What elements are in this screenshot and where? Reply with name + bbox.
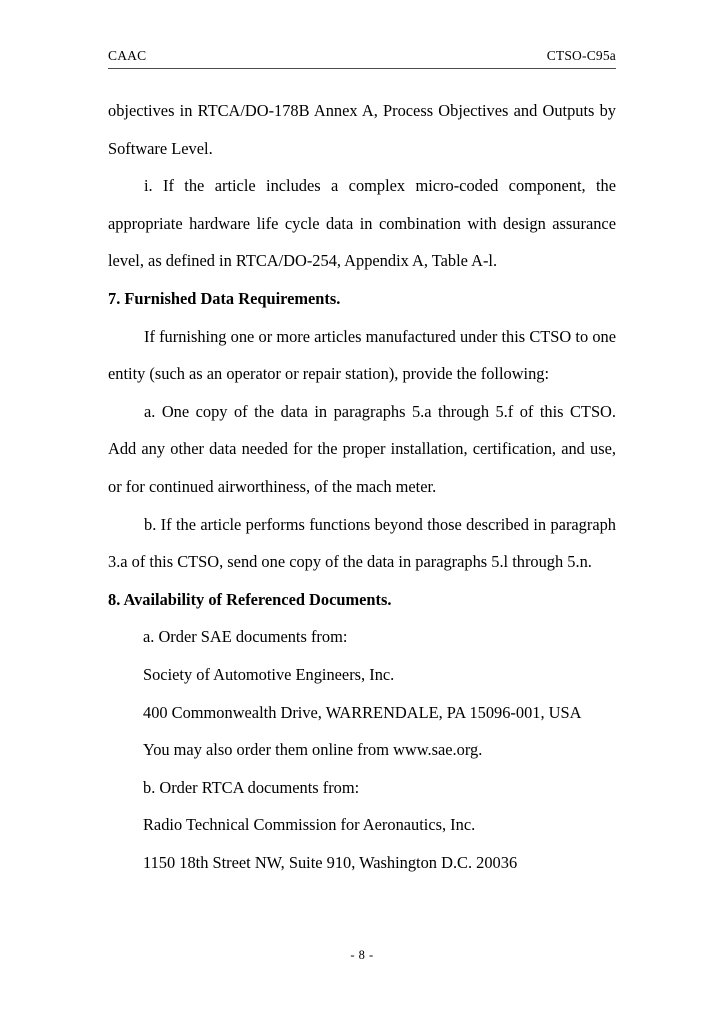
paragraph-continued: objectives in RTCA/DO-178B Annex A, Process Objectives and Outputs by Software Level. xyxy=(108,101,616,158)
header-authority-label: CAAC xyxy=(108,48,147,63)
document-body xyxy=(108,92,616,881)
list-item: b. Order RTCA documents from: xyxy=(143,777,360,797)
section-7-item-a: a. One copy of the data in paragraphs 5.a through 5.f of this CTSO. Add any other data needed for the proper installation, certification, and use, or for continued airworthiness, of the mach meter. xyxy=(108,401,616,496)
list-item: You may also order them online from www.sae.org. xyxy=(143,740,483,760)
list-item: 400 Commonwealth Drive, WARRENDALE, PA 15096-001, USA xyxy=(143,702,582,722)
running-header xyxy=(108,48,616,69)
section-7-heading: 7. Furnished Data Requirements. xyxy=(108,288,341,308)
section-7-item-b: b. If the article performs functions beyond those described in paragraph 3.a of this CTSO, send one copy of the data in paragraphs 5.l through 5.n. xyxy=(108,514,616,572)
section-8-list xyxy=(108,618,616,881)
list-item: Radio Technical Commission for Aeronautics, Inc. xyxy=(143,815,476,835)
header-document-number: CTSO-C95a xyxy=(546,48,616,63)
list-item: a. Order SAE documents from: xyxy=(143,627,348,647)
section-8-heading: 8. Availability of Referenced Documents. xyxy=(108,589,392,609)
page-number: - 8 - xyxy=(350,948,374,962)
list-item: 1150 18th Street NW, Suite 910, Washington D.C. 20036 xyxy=(143,852,518,872)
list-item: Society of Automotive Engineers, Inc. xyxy=(143,664,395,684)
paragraph-item-i: i. If the article includes a complex micro-coded component, the appropriate hardware life cycle data in combination with design assurance level, as defined in RTCA/DO-254, Appendix A, Table A-l. xyxy=(108,176,616,271)
section-7-intro: If furnishing one or more articles manufactured under this CTSO to one entity (such as an operator or repair station), provide the following: xyxy=(108,326,616,384)
